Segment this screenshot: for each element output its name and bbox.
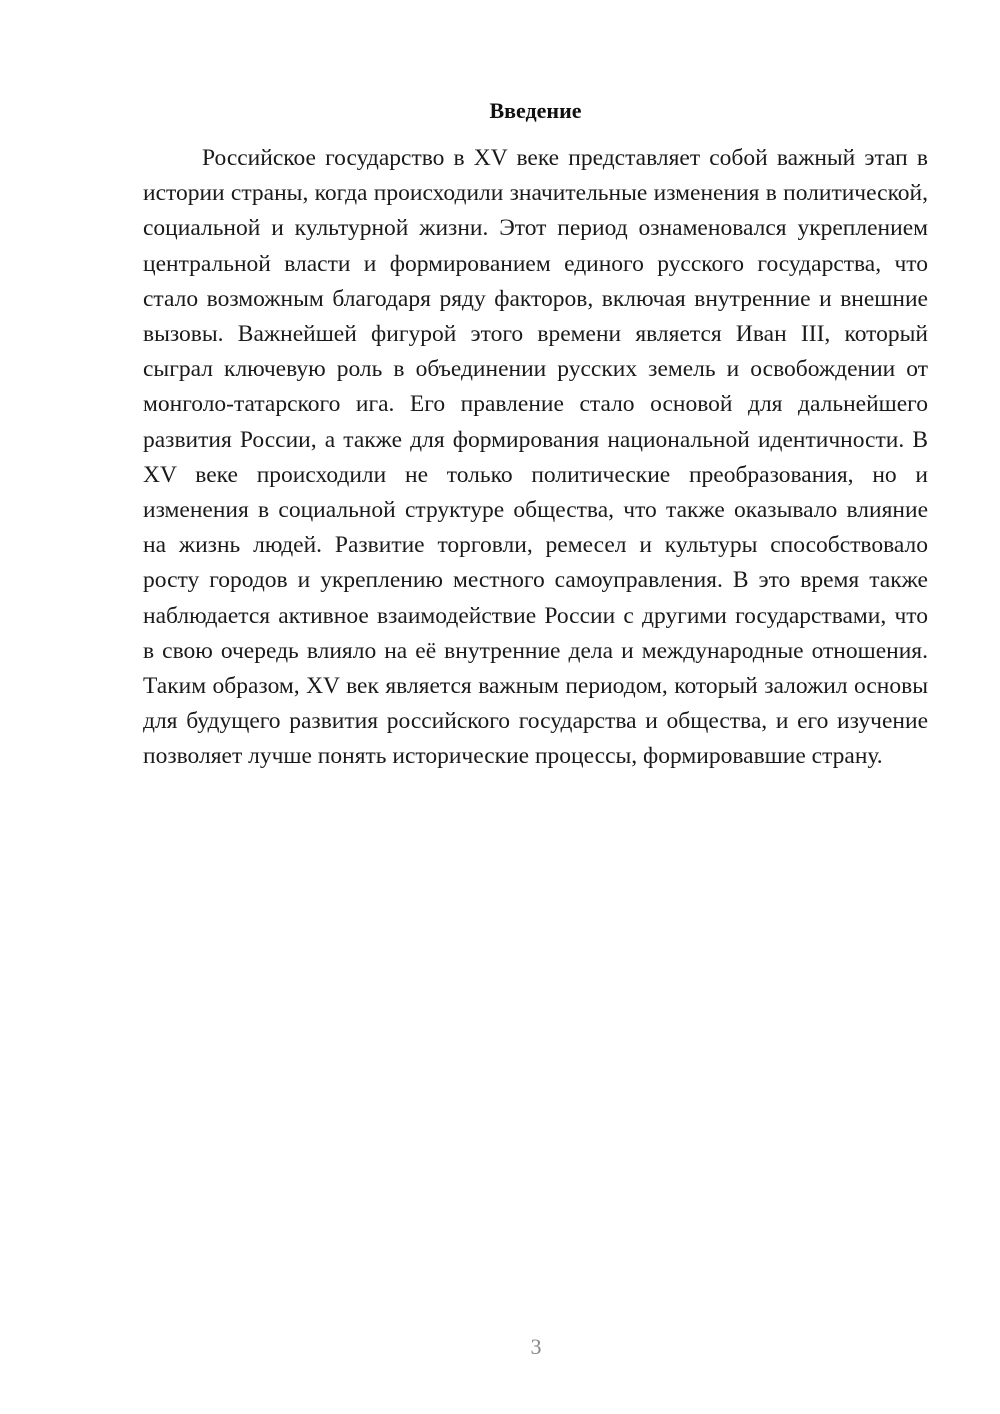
section-heading: Введение <box>489 98 582 123</box>
page-number: 3 <box>530 1334 542 1359</box>
body-paragraph: Российское государство в XV веке представляет собой важный этап в истории страны, когда происходили значительные изменения в политической, социальной и культурной жизни. Этот период ознаменовался укреплением центральной власти и формированием единого русского государства, что стало возможным благодаря ряду факторов, включая внутренние и внешние вызовы. Важнейшей фигурой этого времени является Иван III, который сыграл ключевую роль в объединении русских земель и освобождении от монголо-татарского ига. Его правление стало основой для дальнейшего развития России, а также для формирования национальной идентичности. В XV веке происходили не только политические преобразования, но и изменения в социальной структуре общества, что также оказывало влияние на жизнь людей. Развитие торговли, ремесел и культуры способствовало росту городов и укреплению местного самоуправления. В это время также наблюдается активное взаимодействие России с другими государствами, что в свою очередь влияло на её внутренние дела и международные отношения. Таким образом, XV век является важным периодом, который заложил основы для будущего развития российского государства и общества, и его изучение позволяет лучше понять исторические процессы, формировавшие страну. <box>143 145 928 770</box>
